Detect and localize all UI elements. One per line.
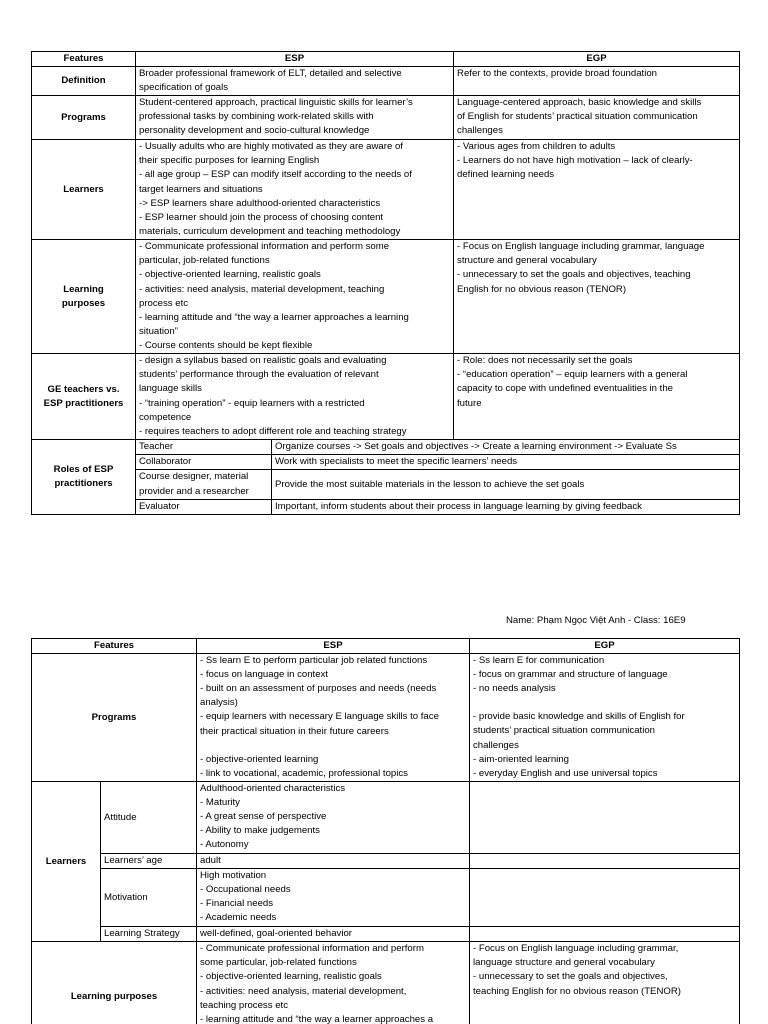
learning-strategy-esp [197,927,470,942]
text-line: Roles of ESP [53,463,114,475]
programs-egp [454,96,740,140]
text-line: - Course contents should be kept flexible [139,339,313,351]
text-line: provider and a researcher [139,485,249,497]
text-line: English for no obvious reason (TENOR) [457,283,627,295]
text-line: GE teachers vs. [47,383,120,395]
blank-line [200,739,466,753]
text-line: - “education operation” – equip learners with a general [457,369,688,381]
programs-esp [197,654,470,782]
definition-label: Definition [32,67,136,96]
text-line: Collaborator [139,456,192,468]
text-line: - Financial needs [200,898,274,910]
text-line: - unnecessary to set the goals and objectives, teaching [457,269,691,281]
student-name-class: Name: Phạm Ngọc Việt Anh - Class: 16E9 [506,615,686,626]
text-line: - all age group – ESP can modify itself according to the needs of [139,169,412,181]
text-line: Language-centered approach, basic knowledge and skills [457,97,702,109]
programs-label: Programs [32,96,136,140]
learners-label: Learners [32,140,136,240]
text-line: - Ability to make judgements [200,825,320,837]
role-name [136,455,272,470]
text-line: - Autonomy [200,839,249,851]
programs-esp [136,96,454,140]
text-line: - provide basic knowledge and skills of English for [473,711,685,723]
text-line: - no needs analysis [473,683,556,695]
text-line: process etc [139,297,189,309]
text-line: - Communicate professional information and perform [200,943,424,955]
text-line: future [457,397,482,409]
role-description: Organize courses -> Set goals and objectives -> Create a learning environment -> Evaluate Ss [272,440,740,455]
learning-purposes-label [32,240,136,354]
text-line: structure and general vocabulary [457,255,597,267]
text-line: specification of goals [139,82,229,94]
esp-header: ESP [136,52,454,67]
learning-purposes-esp [197,942,470,1024]
text-line: - everyday English and use universal topics [473,767,658,779]
learners-age-esp [197,854,470,869]
text-line: - learning attitude and “the way a learner approaches a [200,1013,434,1024]
roles-label [32,440,136,514]
programs-egp [470,654,740,782]
text-line: - activities: need analysis, material development, [200,985,407,997]
text-line: - Ss learn E for communication [473,655,605,667]
text-line: analysis) [200,697,238,709]
text-line: - Academic needs [200,912,277,924]
learning-purposes-esp [136,240,454,354]
text-line: capacity to cope with undefined eventualities in the [457,383,674,395]
text-line: - aim-oriented learning [473,753,569,765]
egp-header: EGP [454,52,740,67]
text-line: - Occupational needs [200,884,291,896]
text-line: language skills [139,383,202,395]
text-line: - equip learners with necessary E language skills to face [200,711,439,723]
features-header: Features [32,639,197,654]
text-line: Course designer, material [139,471,249,483]
text-line: teaching English for no obvious reason (TENOR) [473,985,681,997]
definition-esp [136,67,454,96]
role-name [136,440,272,455]
esp-egp-comparison-table [31,51,740,515]
text-line: some particular, job-related functions [200,957,357,969]
learning-purposes-egp [470,942,740,1024]
text-line: - ESP learner should join the process of choosing content [139,211,384,223]
text-line: of English for students’ practical situation communication [457,111,698,123]
text-line: -> ESP learners share adulthood-oriented characteristics [139,197,381,209]
learning-purposes-label: Learning purposes [32,942,197,1024]
learners-esp [136,140,454,240]
text-line: - built on an assessment of purposes and needs (needs [200,683,437,695]
text-line: their specific purposes for learning English [139,155,320,167]
text-line: Refer to the contexts, provide broad foundation [457,68,658,80]
blank-line [473,696,736,710]
text-line: High motivation [200,870,267,882]
features-header: Features [32,52,136,67]
text-line: - objective-oriented learning [200,753,319,765]
text-line: Broader professional framework of ELT, detailed and selective [139,68,402,80]
text-line: - objective-oriented learning, realistic goals [200,971,382,983]
text-line: competence [139,411,192,423]
text-line: their practical situation in their future careers [200,725,389,737]
text-line: adult [200,855,221,867]
teachers-label [32,354,136,440]
text-line: Student-centered approach, practical linguistic skills for learner’s [139,97,413,109]
text-line: - focus on language in context [200,669,329,681]
text-line: - Various ages from children to adults [457,141,616,153]
text-line: - unnecessary to set the goals and objectives, [473,971,668,983]
text-line: - learning attitude and “the way a learner approaches a learning [139,311,409,323]
text-line: teaching process etc [200,999,288,1011]
esp-egp-comparison-table-2 [31,638,740,1024]
text-line: ESP practitioners [43,397,124,409]
text-line: - activities: need analysis, material development, teaching [139,283,385,295]
learners-label: Learners [32,782,101,942]
attitude-esp [197,782,470,854]
learning-strategy-egp [470,927,740,942]
text-line: situation” [139,325,178,337]
motivation-egp [470,869,740,927]
motivation-label: Motivation [101,869,197,927]
text-line: - Role: does not necessarily set the goals [457,355,633,367]
text-line: - Maturity [200,797,240,809]
text-line: - Focus on English language including grammar, [473,943,679,955]
text-line: - design a syllabus based on realistic goals and evaluating [139,355,387,367]
egp-header: EGP [470,639,740,654]
text-line: - “training operation” - equip learners with a restricted [139,397,365,409]
learners-age-egp [470,854,740,869]
esp-header: ESP [197,639,470,654]
text-line: - requires teachers to adopt different role and teaching strategy [139,425,407,437]
text-line: - A great sense of perspective [200,811,327,823]
programs-label: Programs [32,654,197,782]
text-line: - link to vocational, academic, professional topics [200,767,408,779]
text-line: - focus on grammar and structure of language [473,669,668,681]
text-line: defined learning needs [457,169,555,181]
text-line: professional tasks by combining work-related skills with [139,111,374,123]
text-line: - Communicate professional information and perform some [139,241,390,253]
text-line: particular, job-related functions [139,255,270,267]
text-line: - Usually adults who are highly motivated as they are aware of [139,141,403,153]
text-line: challenges [473,739,519,751]
text-line: Evaluator [139,500,180,512]
learners-age-label: Learners’ age [101,854,197,869]
text-line: language structure and general vocabulary [473,957,655,969]
role-description: Provide the most suitable materials in the lesson to achieve the set goals [272,470,740,499]
role-description: Important, inform students about their process in language learning by giving feedback [272,499,740,514]
learning-purposes-egp [454,240,740,354]
text-line: target learners and situations [139,183,263,195]
definition-egp [454,67,740,96]
text-line: students’ practical situation communication [473,725,656,737]
text-line: personality development and socio-cultural knowledge [139,125,370,137]
text-line: materials, curriculum development and teaching methodology [139,225,401,237]
teachers-egp [454,354,740,440]
role-description: Work with specialists to meet the specific learners’ needs [272,455,740,470]
role-name [136,470,272,499]
text-line: practitioners [54,478,113,490]
teachers-esp [136,354,454,440]
text-line: students’ performance through the evaluation of relevant [139,369,379,381]
text-line: Adulthood-oriented characteristics [200,783,346,795]
text-line: purposes [61,297,106,309]
learning-strategy-label: Learning Strategy [101,927,197,942]
text-line: Teacher [139,441,174,453]
text-line: - Learners do not have high motivation – lack of clearly- [457,155,693,167]
attitude-egp [470,782,740,854]
text-line: - Ss learn E to perform particular job related functions [200,655,428,667]
text-line: challenges [457,125,503,137]
attitude-label: Attitude [101,782,197,854]
text-line: - objective-oriented learning, realistic goals [139,269,321,281]
text-line: - Focus on English language including grammar, language [457,241,705,253]
text-line: well-defined, goal-oriented behavior [200,928,352,940]
motivation-esp [197,869,470,927]
text-line: Learning [63,283,104,295]
role-name [136,499,272,514]
learners-egp [454,140,740,240]
